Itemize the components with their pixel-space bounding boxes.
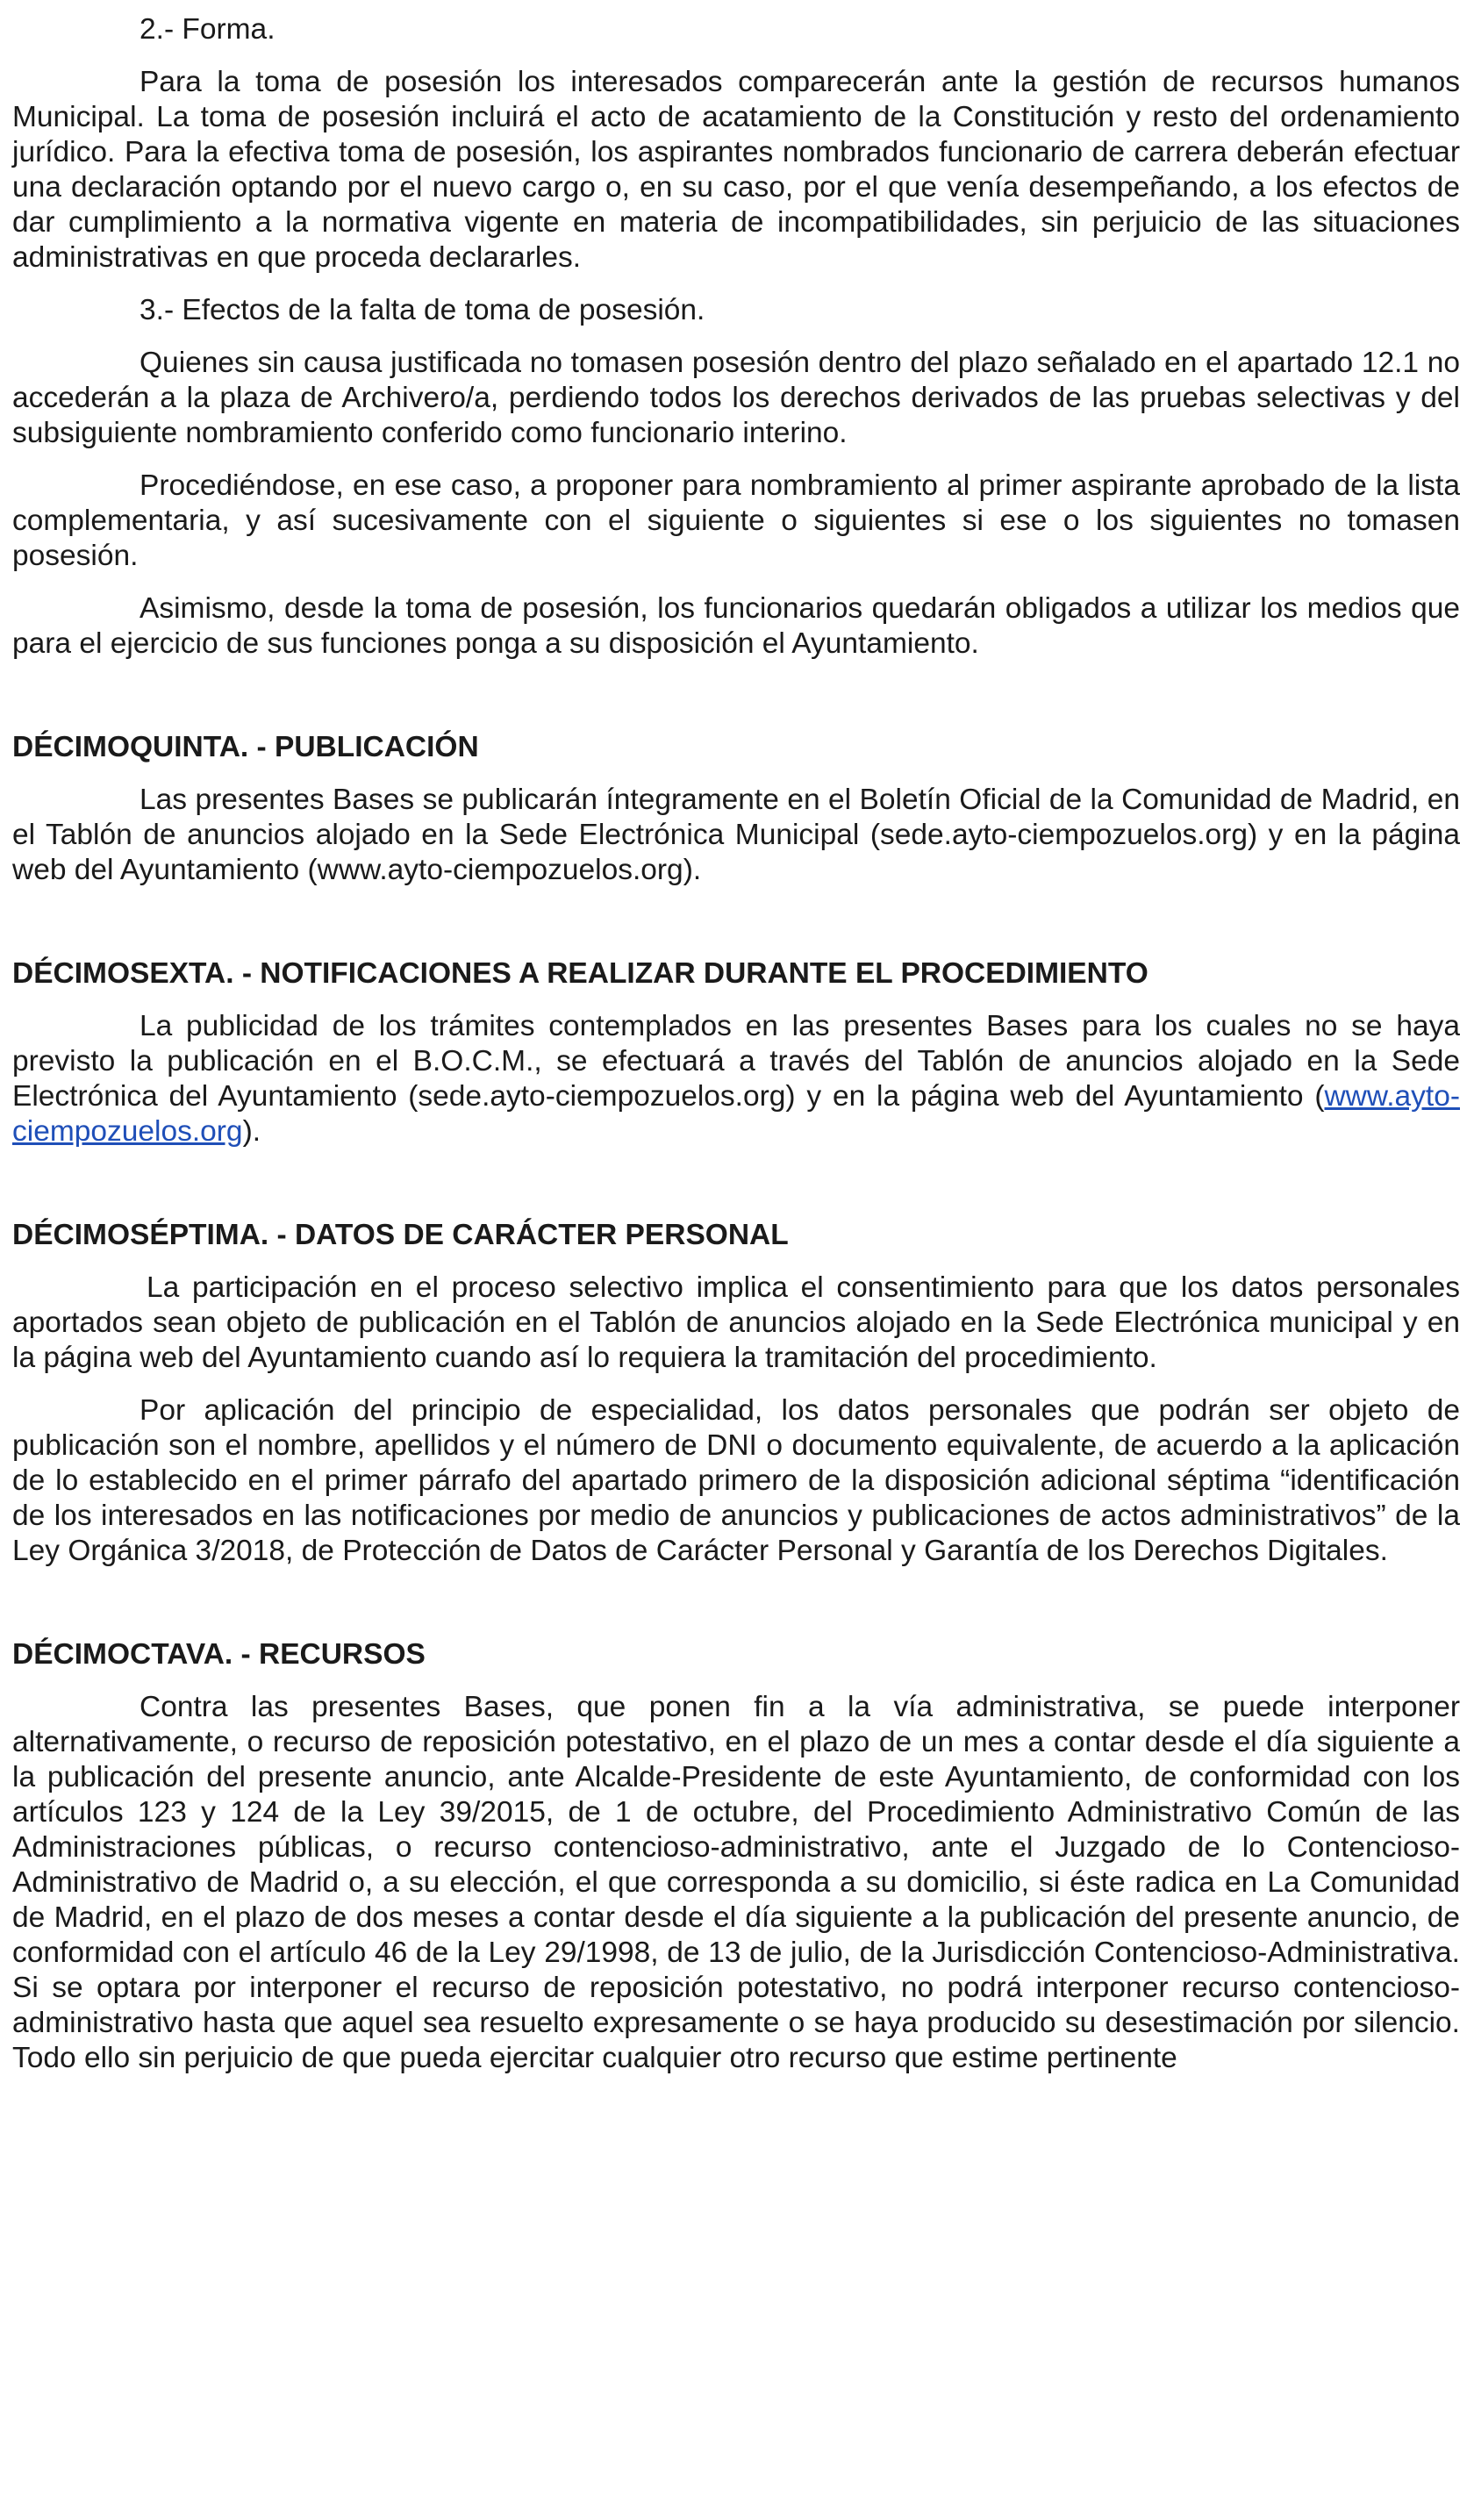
paragraph-decimosexta-end: ). [242,1115,261,1148]
paragraph-efectos-2: Procediéndose, en ese caso, a proponer para nombramiento al primer aspirante aprobado de la lista complementaria, y así sucesivamente con el siguiente o siguientes si ese o los siguientes no tomasen posesión. [12,469,1460,572]
paragraph-decimoctava: Contra las presentes Bases, que ponen fin a la vía administrativa, se puede interponer alternativamente, o recurso de reposición potestativo, en el plazo de un mes a contar desde el día siguiente a la publicación del presente anuncio, ante Alcalde-Presidente de este Ayuntamiento, de conformidad con los artículos 123 y 124 de la Ley 39/2015, de 1 de octubre, del Procedimiento Administrativo Común de las Administraciones públicas, o recurso contencioso-administrativo, ante el Juzgado de lo Contencioso- Administrativo de Madrid o, a su elección, el que corresponda a su domicilio, si éste radica en La Comunidad de Madrid, en el plazo de dos meses a contar desde el día siguiente a la publicación del presente anuncio, de conformidad con el artículo 46 de la Ley 29/1998, de 13 de julio, de la Jurisdicción Contencioso-Administrativa. Si se optara por interponer el recurso de reposición potestativo, no podrá interponer recurso contencioso-administrativo hasta que aquel sea resuelto expresamente o se haya producido su desestimación por silencio. Todo ello sin perjuicio de que pueda ejercitar cualquier otro recurso que estime pertinente [12,1691,1460,2074]
section-title-decimoseptima: DÉCIMOSÉPTIMA. - DATOS DE CARÁCTER PERSONAL [12,1219,789,1251]
subsection-heading-forma: 2.- Forma. [140,13,275,46]
paragraph-efectos-1: Quienes sin causa justificada no tomasen posesión dentro del plazo señalado en el apartado 12.1 no accederán a la plaza de Archivero/a, perdiendo todos los derechos derivados de las pruebas selectivas y del subsiguiente nombramiento conferido como funcionario interino. [12,347,1460,449]
paragraph-efectos-3: Asimismo, desde la toma de posesión, los funcionarios quedarán obligados a utilizar los medios que para el ejercicio de sus funciones ponga a su disposición el Ayuntamiento. [12,592,1460,660]
paragraph-decimoseptima-2: Por aplicación del principio de especialidad, los datos personales que podrán ser objeto de publicación son el nombre, apellidos y el número de DNI o documento equivalente, de acuerdo a la aplicación de lo establecido en el primer párrafo del apartado primero de la disposición adicional séptima “identificación de los interesados en las notificaciones por medio de anuncios y publicaciones de actos administrativos” de la Ley Orgánica 3/2018, de Protección de Datos de Carácter Personal y Garantía de los Derechos Digitales. [12,1394,1460,1567]
paragraph-decimoquinta: Las presentes Bases se publicarán íntegramente en el Boletín Oficial de la Comunidad de Madrid, en el Tablón de anuncios alojado en la Sede Electrónica Municipal (sede.ayto-ciempozuelos.org) y en la página web del Ayuntamiento (www.ayto-ciempozuelos.org). [12,784,1460,886]
paragraph-decimosexta-text: La publicidad de los trámites contemplados en las presentes Bases para los cuales no se haya previsto la publicación en el B.O.C.M., se efectuará a través del Tablón de anuncios alojado en la Sede Electrónica del Ayuntamiento (sede.ayto-ciempozuelos.org) y en la página web del Ayuntamiento ( [12,1010,1460,1113]
subsection-heading-efectos: 3.- Efectos de la falta de toma de posesión. [140,294,705,326]
section-title-decimosexta: DÉCIMOSEXTA. - NOTIFICACIONES A REALIZAR DURANTE EL PROCEDIMIENTO [12,957,1148,990]
section-title-decimoctava: DÉCIMOCTAVA. - RECURSOS [12,1638,426,1671]
document-page [12,12,1460,2094]
ayuntamiento-website-link[interactable]: www.ayto-ciempozuelos.org [12,1080,1460,1148]
paragraph-decimosexta [12,1009,1460,1149]
paragraph-decimoseptima-1: La participación en el proceso selectivo implica el consentimiento para que los datos personales aportados sean objeto de publicación en el Tablón de anuncios alojado en la Sede Electrónica municipal y en la página web del Ayuntamiento cuando así lo requiera la tramitación del procedimiento. [12,1271,1460,1374]
paragraph-forma: Para la toma de posesión los interesados comparecerán ante la gestión de recursos humanos Municipal. La toma de posesión incluirá el acto de acatamiento de la Constitución y resto del ordenamiento jurídico. Para la efectiva toma de posesión, los aspirantes nombrados funcionario de carrera deberán efectuar una declaración optando por el nuevo cargo o, en su caso, por el que venía desempeñando, a los efectos de dar cumplimiento a la normativa vigente en materia de incompatibilidades, sin perjuicio de las situaciones administrativas en que proceda declararles. [12,66,1460,274]
section-title-decimoquinta: DÉCIMOQUINTA. - PUBLICACIÓN [12,731,479,763]
